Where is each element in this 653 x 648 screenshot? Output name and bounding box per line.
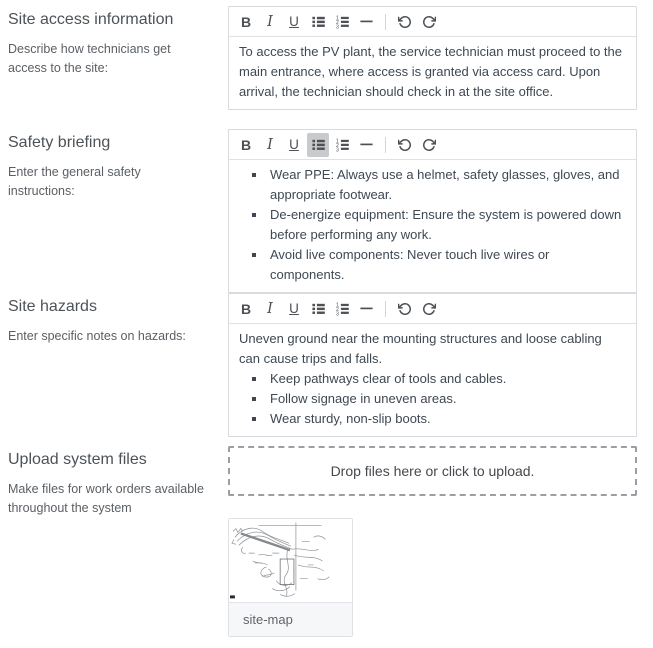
bold-button[interactable]: B <box>235 133 257 157</box>
editor-bullet-list <box>239 369 626 429</box>
section-title: Site hazards <box>8 298 97 315</box>
svg-text:1: 1 <box>335 15 339 22</box>
undo-icon <box>398 15 412 29</box>
attachment-card[interactable] <box>228 518 353 637</box>
list-item: ▪ De-energize equipment: Ensure the system is powered down before performing any work. <box>267 205 626 245</box>
undo-button[interactable] <box>394 10 416 34</box>
rich-text-editor-site-access <box>228 6 637 110</box>
italic-button[interactable]: I <box>259 133 281 157</box>
section-title: Safety briefing <box>8 134 111 151</box>
editor-toolbar <box>229 294 636 324</box>
numbered-list-button[interactable] <box>331 133 353 157</box>
svg-text:2: 2 <box>335 307 339 314</box>
section-description: Describe how technicians get access to the site: <box>8 42 171 75</box>
editor-toolbar <box>229 130 636 160</box>
redo-icon <box>422 15 436 29</box>
editor-toolbar <box>229 7 636 37</box>
italic-button[interactable]: I <box>259 10 281 34</box>
svg-text:1: 1 <box>335 138 339 145</box>
section-upload-files <box>0 446 653 637</box>
toolbar-separator <box>385 301 386 317</box>
section-label-column <box>0 293 228 346</box>
site-map-thumbnail <box>229 519 352 602</box>
horizontal-rule-icon <box>359 301 374 316</box>
horizontal-rule-button[interactable] <box>355 297 377 321</box>
section-title: Upload system files <box>8 451 147 468</box>
bold-button[interactable]: B <box>235 297 257 321</box>
editor-content[interactable] <box>229 160 636 292</box>
redo-button[interactable] <box>418 297 440 321</box>
list-item: ▪ Wear sturdy, non-slip boots. <box>267 409 626 429</box>
numbered-list-icon <box>335 14 350 29</box>
section-label-column <box>0 446 228 518</box>
italic-button[interactable]: I <box>259 297 281 321</box>
section-description: Enter specific notes on hazards: <box>8 329 186 343</box>
svg-text:1: 1 <box>335 302 339 309</box>
list-item: ▪ Wear PPE: Always use a helmet, safety glasses, gloves, and appropriate footwear. <box>267 165 626 205</box>
bullet-list-button[interactable] <box>307 10 329 34</box>
file-dropzone[interactable] <box>228 446 637 496</box>
horizontal-rule-icon <box>359 14 374 29</box>
toolbar-separator <box>385 14 386 30</box>
numbered-list-icon <box>335 301 350 316</box>
redo-icon <box>422 138 436 152</box>
underline-button[interactable]: U <box>283 297 305 321</box>
bullet-list-icon <box>311 301 326 316</box>
horizontal-rule-button[interactable] <box>355 133 377 157</box>
editor-paragraph: Uneven ground near the mounting structures and loose cabling can cause trips and falls. <box>239 331 602 366</box>
editor-paragraph: To access the PV plant, the service technician must proceed to the main entrance, where access is granted via access card. Upon arrival, the technician should check in at the site office. <box>239 44 622 99</box>
rich-text-editor-safety-briefing <box>228 129 637 293</box>
dropzone-label: Drop files here or click to upload. <box>330 463 535 479</box>
list-item: ▪ Keep pathways clear of tools and cables. <box>267 369 626 389</box>
section-description: Enter the general safety instructions: <box>8 165 141 198</box>
redo-button[interactable] <box>418 10 440 34</box>
section-site-hazards <box>0 293 653 437</box>
attachment-name: site-map <box>229 602 352 636</box>
toolbar-separator <box>385 137 386 153</box>
bullet-list-button[interactable] <box>307 297 329 321</box>
section-title: Site access information <box>8 11 174 28</box>
bold-button[interactable]: B <box>235 10 257 34</box>
underline-button[interactable]: U <box>283 10 305 34</box>
site-map-sketch <box>229 519 352 602</box>
undo-icon <box>398 138 412 152</box>
svg-text:3: 3 <box>335 147 339 152</box>
numbered-list-button[interactable] <box>331 297 353 321</box>
numbered-list-icon <box>335 137 350 152</box>
svg-text:3: 3 <box>335 24 339 29</box>
section-site-access <box>0 6 653 110</box>
editor-content[interactable] <box>229 37 636 109</box>
undo-button[interactable] <box>394 297 416 321</box>
section-description: Make files for work orders available throughout the system <box>8 482 204 515</box>
underline-button[interactable]: U <box>283 133 305 157</box>
redo-icon <box>422 302 436 316</box>
list-item: ▪ Follow signage in uneven areas. <box>267 389 626 409</box>
redo-button[interactable] <box>418 133 440 157</box>
section-field-column <box>228 6 637 110</box>
bullet-list-icon <box>311 137 326 152</box>
editor-bullet-list <box>239 165 626 285</box>
svg-text:2: 2 <box>335 20 339 27</box>
undo-button[interactable] <box>394 133 416 157</box>
list-item: ▪ Avoid live components: Never touch live wires or components. <box>267 245 626 285</box>
section-safety-briefing <box>0 129 653 293</box>
bullet-list-button[interactable] <box>307 133 329 157</box>
numbered-list-button[interactable] <box>331 10 353 34</box>
rich-text-editor-site-hazards <box>228 293 637 437</box>
settings-page <box>0 6 653 637</box>
undo-icon <box>398 302 412 316</box>
section-label-column <box>0 6 228 78</box>
section-field-column <box>228 129 637 293</box>
svg-text:3: 3 <box>335 311 339 316</box>
section-field-column <box>228 293 637 437</box>
bullet-list-icon <box>311 14 326 29</box>
section-field-column <box>228 446 637 637</box>
editor-content[interactable] <box>229 324 636 436</box>
section-label-column <box>0 129 228 201</box>
horizontal-rule-icon <box>359 137 374 152</box>
horizontal-rule-button[interactable] <box>355 10 377 34</box>
svg-text:2: 2 <box>335 143 339 150</box>
